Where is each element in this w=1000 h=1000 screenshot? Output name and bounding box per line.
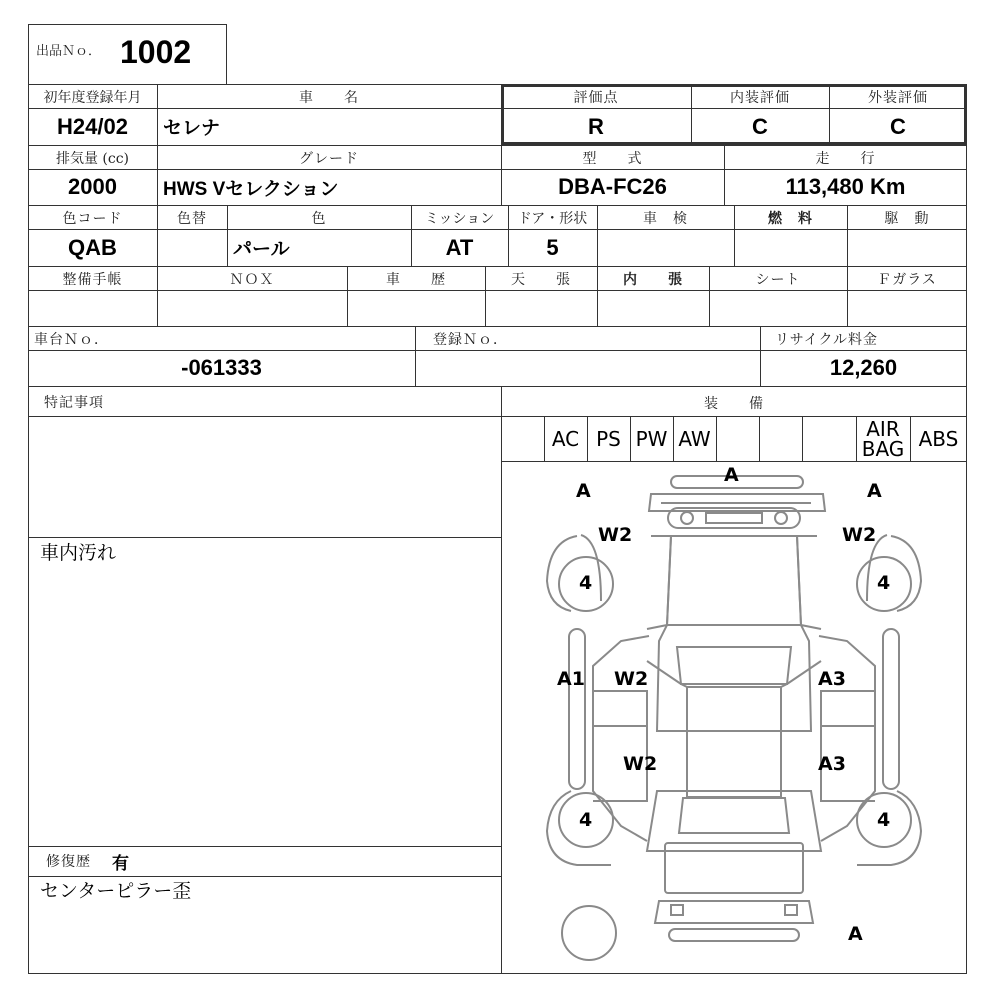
grade-label: グレード [299, 150, 359, 167]
first-registration-value: H24/02 [57, 113, 128, 139]
equipment-pw: PW [635, 426, 668, 451]
repair-history-label: 修復歴 [46, 854, 91, 870]
mark-front-bumper: A [724, 464, 739, 486]
car-name-label: 車 名 [299, 89, 359, 106]
exterior-grade-value: C [890, 113, 906, 139]
lot-number-value: 1002 [120, 33, 192, 70]
chassis-number-label: 車台Ｎｏ． [34, 331, 109, 348]
color-label: 色 [311, 210, 327, 227]
mark-windshield-right: W2 [842, 524, 877, 546]
nox-label: ＮＯＸ [229, 271, 275, 288]
doors-label: ドア・形状 [517, 210, 588, 227]
interior-grade-label: 内装評価 [730, 89, 790, 106]
first-registration-label: 初年度登録年月 [43, 89, 142, 106]
mark-rear-right: A [848, 923, 863, 945]
color-code-label: 色コード [62, 210, 123, 227]
repair-history-text: センターピラー歪 [40, 880, 192, 902]
special-notes-text: 車内汚れ [40, 542, 117, 564]
displacement-label: 排気量 (cc) [55, 150, 130, 167]
mark-right-front-door: A3 [818, 668, 846, 690]
mark-tire-rear-left: 4 [579, 809, 593, 831]
color-value: パール [233, 239, 290, 260]
mark-tire-front-left: 4 [579, 572, 593, 594]
equipment-airbag: AIR BAG [861, 416, 905, 461]
mileage-label: 走 行 [815, 150, 876, 167]
registration-number-label: 登録Ｎｏ． [433, 331, 508, 348]
seat-label: シート [755, 271, 801, 288]
mark-tire-rear-right: 4 [877, 809, 891, 831]
front-glass-label: Ｆガラス [877, 271, 937, 288]
mark-window-left-rear: W2 [623, 753, 658, 775]
equipment-blank-1 [501, 416, 544, 461]
equipment-ac: AC [551, 426, 580, 451]
score-label: 評価点 [573, 89, 619, 106]
model-value: DBA-FC26 [558, 174, 667, 199]
interior-grade-value: C [752, 113, 768, 139]
equipment-ps: PS [596, 426, 621, 451]
recycle-fee-label: リサイクル料金 [775, 331, 879, 348]
recycle-fee-value: 12,260 [829, 355, 898, 380]
mark-windshield-left: W2 [598, 524, 633, 546]
exterior-grade-label: 外装評価 [868, 89, 928, 106]
displacement-value: 2000 [68, 174, 117, 199]
repaint-label: 色替 [177, 210, 207, 227]
drive-label: 駆 動 [884, 210, 930, 227]
equipment-abs: ABS [918, 426, 959, 451]
inspection-label: 車 検 [643, 210, 688, 227]
equipment-blank-3 [759, 416, 802, 461]
mileage-value: 113,480 Km [785, 174, 906, 199]
mark-right-rear-door: A3 [818, 753, 846, 775]
roof-label: 天 張 [511, 271, 571, 288]
mark-window-left-front: W2 [614, 668, 649, 690]
doors-value: 5 [546, 234, 559, 260]
mark-front-left: A [576, 480, 591, 502]
grade-value: HWS Vセレクション [163, 178, 339, 200]
maintenance-book-label: 整備手帳 [62, 271, 123, 288]
color-code-value: QAB [68, 234, 117, 260]
chassis-number-value: -061333 [181, 355, 262, 380]
mark-tire-front-right: 4 [877, 572, 891, 594]
special-notes-label: 特記事項 [44, 395, 104, 411]
mark-left-side: A1 [557, 668, 585, 690]
equipment-blank-4 [802, 416, 856, 461]
interior-roof-label: 内 張 [623, 271, 683, 288]
mission-label: ミッション [424, 210, 495, 227]
equipment-blank-2 [716, 416, 759, 461]
model-label: 型 式 [582, 150, 643, 167]
mark-front-right: A [867, 480, 882, 502]
car-damage-diagram [501, 461, 967, 974]
repair-history-value: 有 [112, 853, 129, 873]
fuel-label: 燃 料 [768, 210, 813, 227]
equipment-aw: AW [678, 426, 711, 451]
lot-number-label: 出品Ｎｏ． [36, 43, 102, 59]
vehicle-history-label: 車 歴 [386, 271, 446, 288]
car-name-value: セレナ [163, 118, 221, 139]
mission-value: AT [445, 234, 474, 260]
equipment-label: 装 備 [704, 396, 764, 412]
score-value: R [588, 113, 604, 139]
